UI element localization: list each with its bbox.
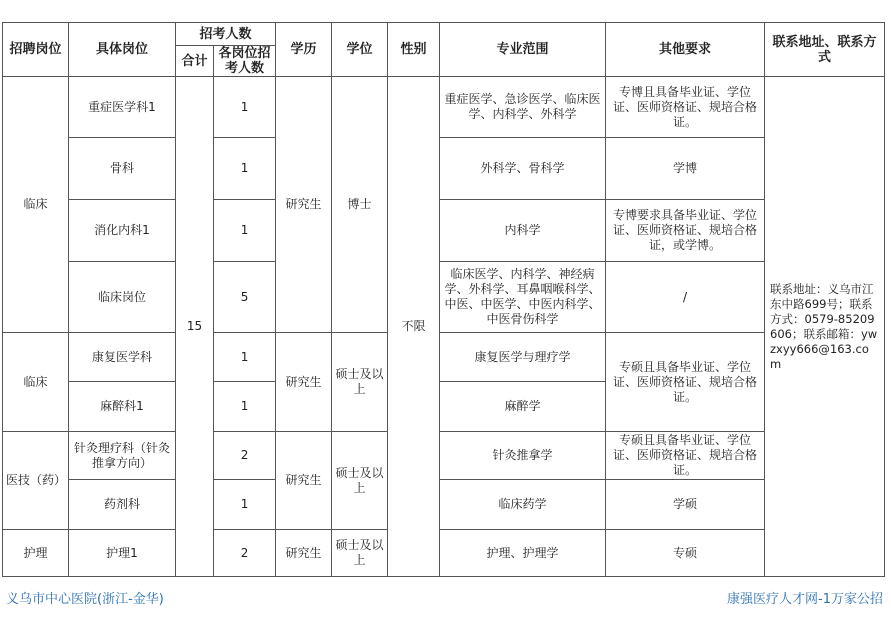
contact-cell: 联系地址：义乌市江东中路699号；联系方式：0579-85209606；联系邮箱：ywzxyy666@163.com bbox=[765, 77, 885, 577]
major-cell: 内科学 bbox=[440, 200, 606, 262]
other-cell: / bbox=[606, 262, 765, 333]
header-major: 专业范围 bbox=[440, 23, 606, 77]
footer-watermark: 康强医疗人才网-1万家公招 bbox=[727, 592, 883, 607]
education-cell: 研究生 bbox=[276, 333, 332, 432]
position-cell: 药剂科 bbox=[69, 480, 176, 530]
table-row bbox=[3, 530, 885, 577]
education-cell: 研究生 bbox=[276, 432, 332, 530]
count-cell: 5 bbox=[214, 262, 276, 333]
major-cell: 临床药学 bbox=[440, 480, 606, 530]
header-count-each: 各岗位招考人数 bbox=[214, 46, 276, 77]
table-row bbox=[3, 432, 885, 480]
education-cell: 研究生 bbox=[276, 530, 332, 577]
position-cell: 麻醉科1 bbox=[69, 382, 176, 432]
major-cell: 麻醉学 bbox=[440, 382, 606, 432]
other-cell: 专硕且具备毕业证、学位证、医师资格证、规培合格证。 bbox=[606, 432, 765, 480]
degree-cell: 硕士及以上 bbox=[332, 530, 388, 577]
degree-cell: 硕士及以上 bbox=[332, 432, 388, 530]
count-cell: 2 bbox=[214, 530, 276, 577]
other-cell: 专硕 bbox=[606, 530, 765, 577]
count-cell: 1 bbox=[214, 480, 276, 530]
header-position: 具体岗位 bbox=[69, 23, 176, 77]
category-cell: 护理 bbox=[3, 530, 69, 577]
position-cell: 针灸理疗科（针灸推拿方向） bbox=[69, 432, 176, 480]
other-cell: 学硕 bbox=[606, 480, 765, 530]
category-cell: 临床 bbox=[3, 77, 69, 333]
position-cell: 康复医学科 bbox=[69, 333, 176, 382]
table-row bbox=[3, 480, 885, 530]
count-cell: 1 bbox=[214, 333, 276, 382]
header-education: 学历 bbox=[276, 23, 332, 77]
education-cell: 研究生 bbox=[276, 77, 332, 333]
table-row bbox=[3, 333, 885, 382]
other-cell: 专博要求具备毕业证、学位证、医师资格证、规培合格证，或学博。 bbox=[606, 200, 765, 262]
header-category: 招聘岗位 bbox=[3, 23, 69, 77]
header-count-total: 合计 bbox=[176, 46, 214, 77]
major-cell: 针灸推拿学 bbox=[440, 432, 606, 480]
count-cell: 1 bbox=[214, 382, 276, 432]
header-count-group: 招考人数 bbox=[176, 23, 276, 46]
recruitment-table bbox=[2, 22, 885, 577]
count-cell: 1 bbox=[214, 77, 276, 138]
position-cell: 重症医学科1 bbox=[69, 77, 176, 138]
gender-cell: 不限 bbox=[388, 77, 440, 577]
table-row bbox=[3, 200, 885, 262]
major-cell: 重症医学、急诊医学、临床医学、内科学、外科学 bbox=[440, 77, 606, 138]
header-degree: 学位 bbox=[332, 23, 388, 77]
position-cell: 护理1 bbox=[69, 530, 176, 577]
major-cell: 外科学、骨科学 bbox=[440, 138, 606, 200]
major-cell: 护理、护理学 bbox=[440, 530, 606, 577]
table-row bbox=[3, 138, 885, 200]
other-cell: 专博且具备毕业证、学位证、医师资格证、规培合格证。 bbox=[606, 77, 765, 138]
header-contact: 联系地址、联系方式 bbox=[765, 23, 885, 77]
other-cell: 专硕且具备毕业证、学位证、医师资格证、规培合格证。 bbox=[606, 333, 765, 432]
count-cell: 2 bbox=[214, 432, 276, 480]
count-cell: 1 bbox=[214, 200, 276, 262]
major-cell: 临床医学、内科学、神经病学、外科学、耳鼻咽喉科学、中医、中医学、中医内科学、中医骨伤科学 bbox=[440, 262, 606, 333]
position-cell: 消化内科1 bbox=[69, 200, 176, 262]
other-cell: 学博 bbox=[606, 138, 765, 200]
table-row bbox=[3, 262, 885, 333]
degree-cell: 博士 bbox=[332, 77, 388, 333]
header-other: 其他要求 bbox=[606, 23, 765, 77]
position-cell: 临床岗位 bbox=[69, 262, 176, 333]
table-row bbox=[3, 77, 885, 138]
count-cell: 1 bbox=[214, 138, 276, 200]
category-cell: 医技（药） bbox=[3, 432, 69, 530]
degree-cell: 硕士及以上 bbox=[332, 333, 388, 432]
total-count-cell: 15 bbox=[176, 77, 214, 577]
header-gender: 性别 bbox=[388, 23, 440, 77]
position-cell: 骨科 bbox=[69, 138, 176, 200]
footer-hospital-name: 义乌市中心医院(浙江-金华) bbox=[6, 592, 164, 607]
category-cell: 临床 bbox=[3, 333, 69, 432]
major-cell: 康复医学与理疗学 bbox=[440, 333, 606, 382]
